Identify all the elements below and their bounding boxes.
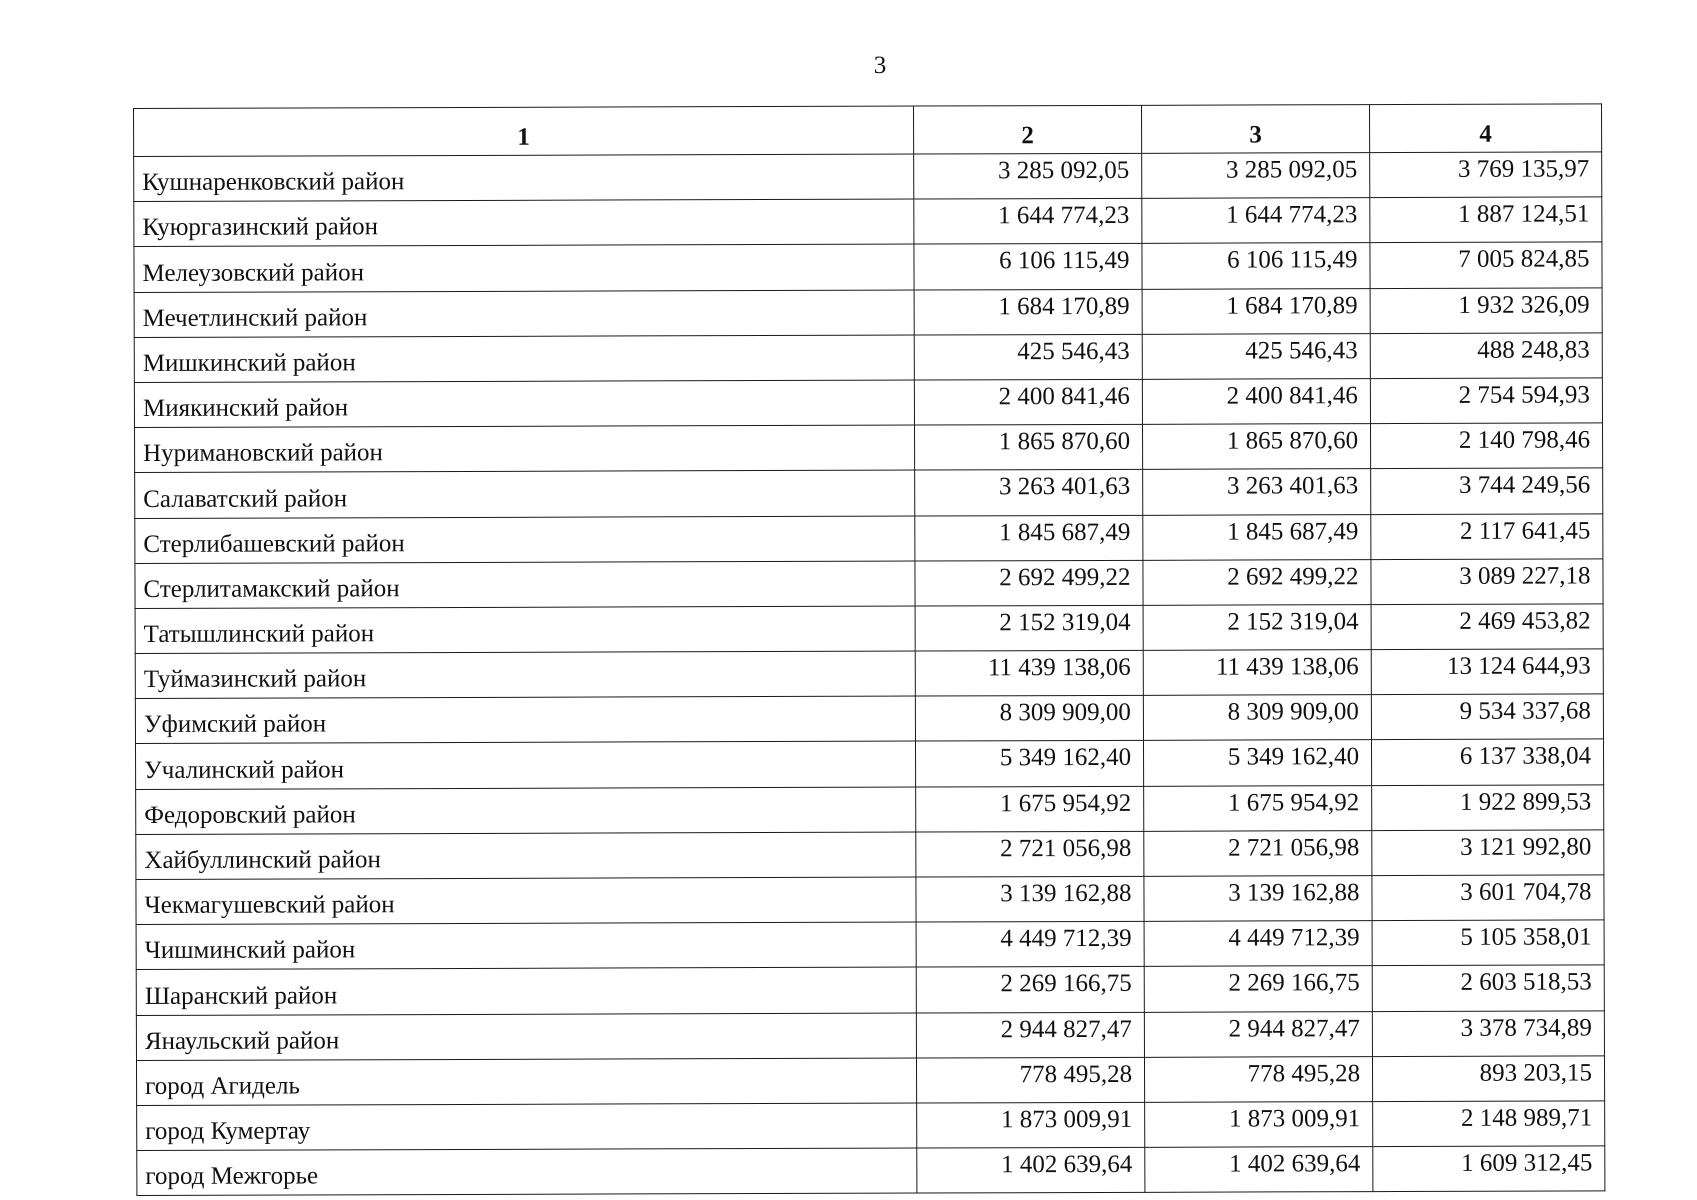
table-row bbox=[134, 242, 1602, 292]
value-col-3-cell: 778 495,28 bbox=[1144, 1056, 1372, 1102]
table-row bbox=[134, 333, 1602, 383]
value-col-2-cell: 1 865 870,60 bbox=[915, 424, 1143, 470]
value-col-2-cell: 3 285 092,05 bbox=[914, 153, 1142, 199]
table-row bbox=[135, 559, 1603, 609]
district-name-cell: город Агидель bbox=[136, 1058, 916, 1106]
value-col-4-cell: 893 203,15 bbox=[1372, 1056, 1604, 1102]
table-row bbox=[137, 1146, 1605, 1196]
value-col-2-cell: 1 873 009,91 bbox=[917, 1102, 1145, 1148]
value-col-3-cell: 1 873 009,91 bbox=[1145, 1102, 1373, 1148]
value-col-4-cell: 6 137 338,04 bbox=[1371, 739, 1603, 785]
district-name-cell: Чекмагушевский район bbox=[136, 877, 916, 925]
table-body bbox=[134, 152, 1605, 1196]
value-col-2-cell: 5 349 162,40 bbox=[915, 741, 1143, 787]
district-name-cell: Стерлибашевский район bbox=[135, 516, 915, 564]
value-col-4-cell: 488 248,83 bbox=[1370, 333, 1602, 379]
value-col-4-cell: 2 117 641,45 bbox=[1371, 513, 1603, 559]
table-row bbox=[135, 649, 1603, 699]
column-header-4: 4 bbox=[1369, 104, 1601, 153]
district-name-cell: Татышлинский район bbox=[135, 606, 915, 654]
table-row bbox=[137, 1101, 1605, 1151]
value-col-4-cell: 3 378 734,89 bbox=[1372, 1010, 1604, 1056]
district-name-cell: город Кумертау bbox=[137, 1103, 917, 1151]
district-name-cell: Федоровский район bbox=[136, 787, 916, 835]
district-name-cell: Салаватский район bbox=[135, 470, 915, 518]
value-col-2-cell: 2 152 319,04 bbox=[915, 605, 1143, 651]
district-name-cell: Стерлитамакский район bbox=[135, 561, 915, 609]
column-header-2: 2 bbox=[913, 105, 1141, 154]
value-col-3-cell: 425 546,43 bbox=[1142, 333, 1370, 379]
table-row bbox=[135, 513, 1603, 563]
value-col-4-cell: 2 754 594,93 bbox=[1370, 378, 1602, 424]
value-col-3-cell: 2 721 056,98 bbox=[1144, 830, 1372, 876]
value-col-2-cell: 1 845 687,49 bbox=[915, 515, 1143, 561]
header-row bbox=[134, 104, 1602, 157]
value-col-4-cell: 9 534 337,68 bbox=[1371, 694, 1603, 740]
table-row bbox=[134, 197, 1602, 247]
value-col-4-cell: 1 922 899,53 bbox=[1372, 785, 1604, 831]
value-col-3-cell: 5 349 162,40 bbox=[1143, 740, 1371, 786]
value-col-3-cell: 2 269 166,75 bbox=[1144, 966, 1372, 1012]
value-col-4-cell: 2 603 518,53 bbox=[1372, 965, 1604, 1011]
value-col-4-cell: 5 105 358,01 bbox=[1372, 920, 1604, 966]
value-col-2-cell: 778 495,28 bbox=[916, 1057, 1144, 1103]
table-row bbox=[135, 423, 1603, 473]
value-col-2-cell: 2 400 841,46 bbox=[914, 379, 1142, 425]
table-row bbox=[135, 694, 1603, 744]
data-table bbox=[133, 103, 1605, 1196]
district-name-cell: Туймазинский район bbox=[135, 651, 915, 699]
value-col-3-cell: 2 944 827,47 bbox=[1144, 1011, 1372, 1057]
value-col-3-cell: 1 845 687,49 bbox=[1143, 514, 1371, 560]
value-col-3-cell: 11 439 138,06 bbox=[1143, 650, 1371, 696]
value-col-4-cell: 1 932 326,09 bbox=[1370, 287, 1602, 333]
table-row bbox=[136, 1056, 1604, 1106]
district-name-cell: Уфимский район bbox=[135, 696, 915, 744]
district-name-cell: Нуримановский район bbox=[135, 425, 915, 473]
value-col-3-cell: 8 309 909,00 bbox=[1143, 695, 1371, 741]
value-col-2-cell: 3 263 401,63 bbox=[915, 470, 1143, 516]
page-number: 3 bbox=[873, 52, 887, 79]
value-col-2-cell: 2 269 166,75 bbox=[916, 967, 1144, 1013]
value-col-2-cell: 3 139 162,88 bbox=[916, 876, 1144, 922]
table-row bbox=[134, 152, 1602, 202]
value-col-2-cell: 6 106 115,49 bbox=[914, 244, 1142, 290]
table-row bbox=[135, 604, 1603, 654]
value-col-2-cell: 1 644 774,23 bbox=[914, 199, 1142, 245]
table-row bbox=[136, 830, 1604, 880]
value-col-4-cell: 1 887 124,51 bbox=[1370, 197, 1602, 243]
value-col-4-cell: 1 609 312,45 bbox=[1373, 1146, 1605, 1192]
district-name-cell: Куюргазинский район bbox=[134, 199, 914, 247]
value-col-3-cell: 3 285 092,05 bbox=[1142, 153, 1370, 199]
value-col-3-cell: 3 263 401,63 bbox=[1143, 469, 1371, 515]
value-col-4-cell: 3 601 704,78 bbox=[1372, 875, 1604, 921]
district-name-cell: Хайбуллинский район bbox=[136, 832, 916, 880]
value-col-4-cell: 3 121 992,80 bbox=[1372, 830, 1604, 876]
value-col-2-cell: 1 684 170,89 bbox=[914, 289, 1142, 335]
district-name-cell: Кушнаренковский район bbox=[134, 154, 914, 202]
table-row bbox=[136, 875, 1604, 925]
table-row bbox=[136, 965, 1604, 1015]
table-row bbox=[136, 1010, 1604, 1060]
table-row bbox=[136, 920, 1604, 970]
column-header-1: 1 bbox=[134, 106, 914, 156]
column-header-3: 3 bbox=[1141, 105, 1369, 154]
table-row bbox=[134, 378, 1602, 428]
value-col-3-cell: 1 675 954,92 bbox=[1144, 785, 1372, 831]
district-name-cell: Шаранский район bbox=[136, 967, 916, 1015]
table-row bbox=[135, 468, 1603, 518]
value-col-3-cell: 1 865 870,60 bbox=[1142, 424, 1370, 470]
value-col-4-cell: 3 769 135,97 bbox=[1370, 152, 1602, 198]
district-name-cell: Мечетлинский район bbox=[134, 290, 914, 338]
value-col-2-cell: 8 309 909,00 bbox=[915, 696, 1143, 742]
value-col-4-cell: 2 469 453,82 bbox=[1371, 604, 1603, 650]
district-name-cell: Мишкинский район bbox=[134, 335, 914, 383]
value-col-3-cell: 2 400 841,46 bbox=[1142, 379, 1370, 425]
table-row bbox=[134, 287, 1602, 337]
value-col-3-cell: 3 139 162,88 bbox=[1144, 876, 1372, 922]
value-col-3-cell: 2 152 319,04 bbox=[1143, 604, 1371, 650]
value-col-4-cell: 2 148 989,71 bbox=[1373, 1101, 1605, 1147]
value-col-2-cell: 2 721 056,98 bbox=[916, 831, 1144, 877]
district-name-cell: Учалинский район bbox=[135, 741, 915, 789]
value-col-2-cell: 2 944 827,47 bbox=[916, 1012, 1144, 1058]
value-col-4-cell: 3 744 249,56 bbox=[1371, 468, 1603, 514]
value-col-3-cell: 6 106 115,49 bbox=[1142, 243, 1370, 289]
table-row bbox=[135, 739, 1603, 789]
value-col-3-cell: 1 684 170,89 bbox=[1142, 288, 1370, 334]
value-col-3-cell: 4 449 712,39 bbox=[1144, 921, 1372, 967]
value-col-4-cell: 2 140 798,46 bbox=[1370, 423, 1602, 469]
value-col-2-cell: 425 546,43 bbox=[914, 334, 1142, 380]
value-col-4-cell: 3 089 227,18 bbox=[1371, 559, 1603, 605]
value-col-3-cell: 1 644 774,23 bbox=[1142, 198, 1370, 244]
value-col-4-cell: 13 124 644,93 bbox=[1371, 649, 1603, 695]
district-name-cell: Мелеузовский район bbox=[134, 244, 914, 292]
value-col-2-cell: 2 692 499,22 bbox=[915, 560, 1143, 606]
district-name-cell: Миякинский район bbox=[134, 380, 914, 428]
value-col-2-cell: 11 439 138,06 bbox=[915, 650, 1143, 696]
value-col-2-cell: 1 402 639,64 bbox=[917, 1147, 1145, 1193]
table-row bbox=[136, 785, 1604, 835]
district-name-cell: Янаульский район bbox=[136, 1013, 916, 1061]
value-col-2-cell: 1 675 954,92 bbox=[916, 786, 1144, 832]
value-col-3-cell: 1 402 639,64 bbox=[1145, 1147, 1373, 1193]
value-col-3-cell: 2 692 499,22 bbox=[1143, 559, 1371, 605]
district-name-cell: город Межгорье bbox=[137, 1148, 917, 1196]
value-col-4-cell: 7 005 824,85 bbox=[1370, 242, 1602, 288]
value-col-2-cell: 4 449 712,39 bbox=[916, 922, 1144, 968]
district-name-cell: Чишминский район bbox=[136, 922, 916, 970]
